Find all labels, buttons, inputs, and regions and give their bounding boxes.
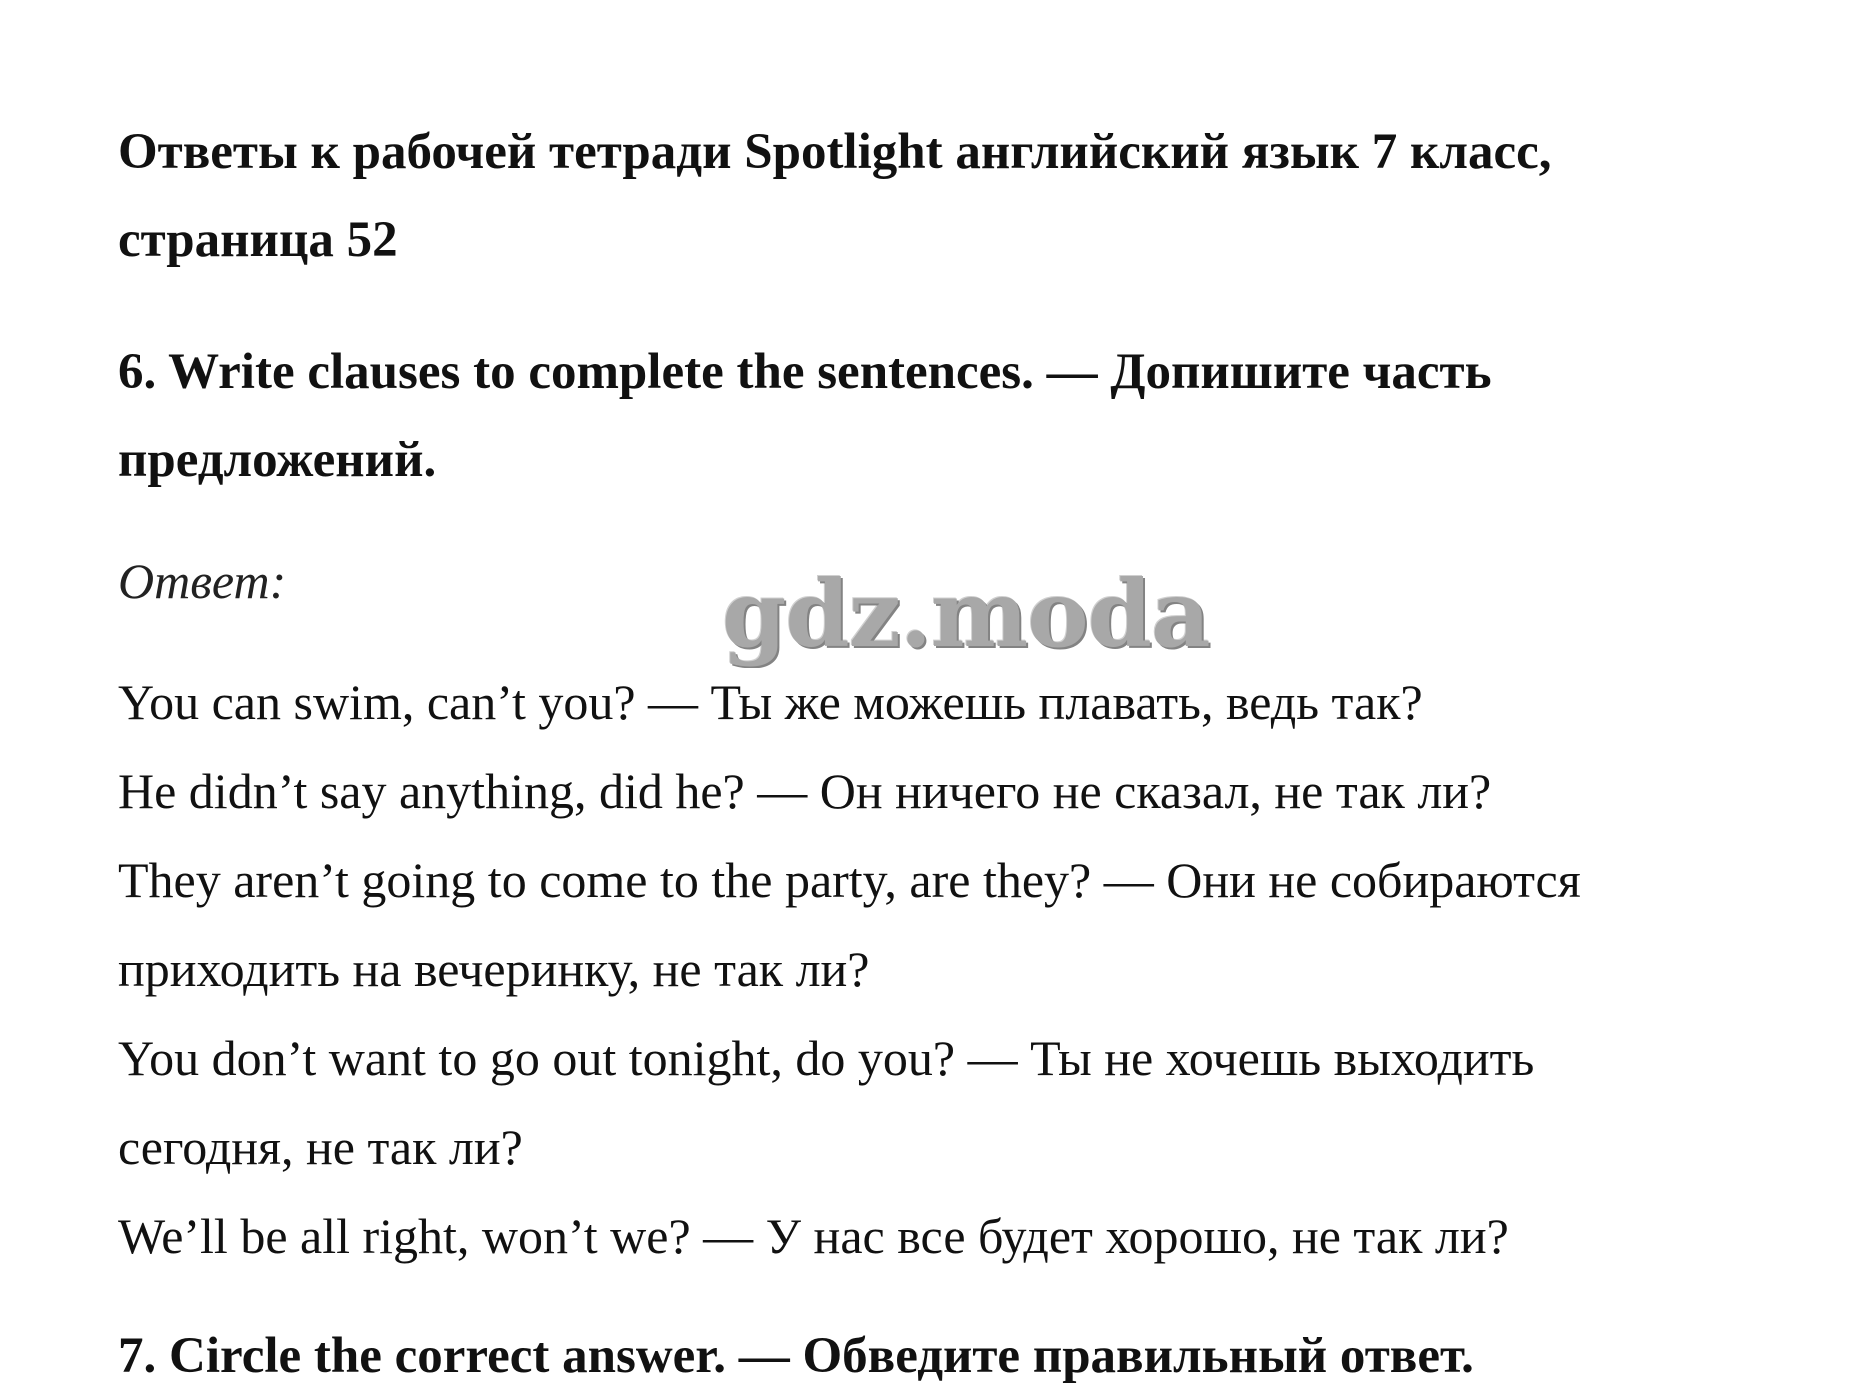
answer-line: They aren’t going to come to the party, are they? — Они не собираются bbox=[118, 852, 1581, 908]
task-heading-line-1: 6. Write clauses to complete the sentences. — Допишите часть bbox=[118, 344, 1492, 400]
answer-line: приходить на вечеринку, не так ли? bbox=[118, 941, 870, 997]
watermark-logo: gdz.moda bbox=[722, 560, 1210, 668]
next-task-cut-off bbox=[118, 1320, 1474, 1384]
task-heading bbox=[118, 328, 1492, 504]
answer-label: Ответ: bbox=[118, 553, 287, 609]
answer-line: You can swim, can’t you? — Ты же можешь плавать, ведь так? bbox=[118, 674, 1423, 730]
page-title-line-1: Ответы к рабочей тетради Spotlight английский язык 7 класс, bbox=[118, 124, 1552, 180]
answer-list bbox=[118, 658, 1581, 1281]
task-heading-line-2: предложений. bbox=[118, 432, 437, 488]
answer-line: You don’t want to go out tonight, do you? — Ты не хочешь выходить bbox=[118, 1030, 1535, 1086]
page-title bbox=[118, 108, 1552, 284]
page-title-line-2: страница 52 bbox=[118, 212, 398, 268]
answer-line: сегодня, не так ли? bbox=[118, 1119, 523, 1175]
next-task-text: 7. Circle the correct answer. — Обведите правильный ответ. bbox=[118, 1328, 1474, 1384]
answer-line: We’ll be all right, won’t we? — У нас все будет хорошо, не так ли? bbox=[118, 1208, 1509, 1264]
answer-line: He didn’t say anything, did he? — Он ничего не сказал, не так ли? bbox=[118, 763, 1492, 819]
